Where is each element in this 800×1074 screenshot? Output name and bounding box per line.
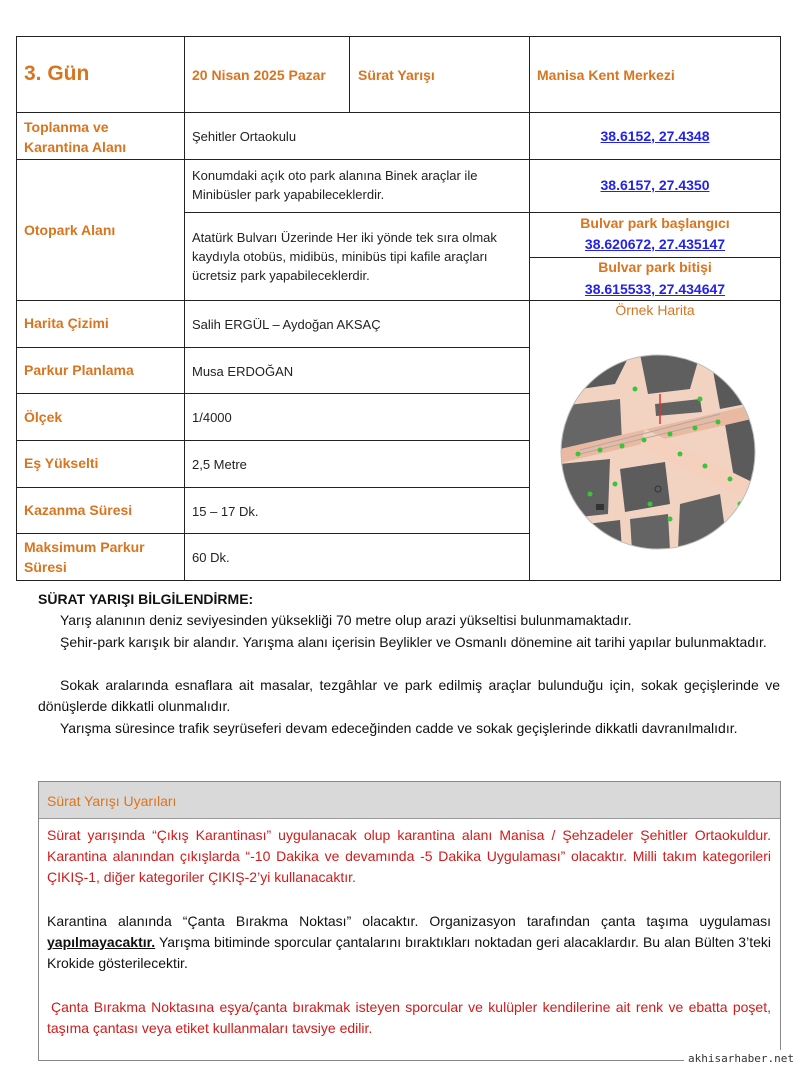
bulvar-start-label: Bulvar park başlangıcı <box>580 215 730 231</box>
row-label-parkur: Parkur Planlama <box>24 362 134 378</box>
info-title: SÜRAT YARIŞI BİLGİLENDİRME: <box>38 591 254 607</box>
parkur-value: Musa ERDOĞAN <box>192 364 294 379</box>
warnings-header <box>39 782 780 819</box>
warnings-paragraph-1: Sürat yarışında “Çıkış Karantinası” uygulanacak olup karantina alanı Manisa / Şehzadeler Şehitler Ortaokuldur. Karantina alanından çıkışlarda “-10 Dakika ve devamında -5 Dakika Uygulaması” olacaktır. Milli takım kategorileri ÇIKIŞ-1, diğer kategoriler ÇIKIŞ-2’yi kullanacaktır. <box>47 827 771 885</box>
warnings-paragraph-2-rest: Yarışma bitiminde sporcular çantalarını bıraktıkları noktadan geri alacaklardır. Bu alan Bülten 3’teki Krokide gösterilecektir. <box>47 934 771 971</box>
date-label: 20 Nisan 2025 Pazar <box>192 67 326 83</box>
info-paragraph-4: Yarışma süresince trafik seyrüseferi devam edeceğinden cadde ve sokak geçişlerinde dikkatli davranılmalıdır. <box>60 720 738 736</box>
warnings-paragraph-2 <box>47 911 771 974</box>
info-paragraph-2: Şehir-park karışık bir alandır. Yarışma alanı içerisin Beylikler ve Osmanlı dönemine ait tarihi yapılar bulunmaktadır. <box>60 634 767 650</box>
warnings-paragraph-2-text: Karantina alanında “Çanta Bırakma Noktası” olacaktır. Organizasyon tarafından çanta taşıma uygulaması <box>47 913 771 929</box>
warnings-panel <box>38 781 781 1061</box>
row-label-harita: Harita Çizimi <box>24 315 109 331</box>
row-label-otopark: Otopark Alanı <box>24 222 116 238</box>
row-label-toplanma: Toplanma ve Karantina Alanı <box>24 119 127 155</box>
toplanma-coordinate-link[interactable]: 38.6152, 27.4348 <box>600 128 710 144</box>
harita-value: Salih ERGÜL – Aydoğan AKSAÇ <box>192 317 381 332</box>
bulvar-end-coordinate-link[interactable]: 38.615533, 27.434647 <box>584 281 726 297</box>
esyukselti-value: 2,5 Metre <box>192 457 247 472</box>
warnings-paragraph-3: Çanta Bırakma Noktasına eşya/çanta bırakmak isteyen sporcular ve kulüpler kendilerine ait renk ve ebatta poşet, taşıma çantası veya etiket kullanmaları tavsiye edilir. <box>47 999 771 1036</box>
kazanma-value: 15 – 17 Dk. <box>192 504 259 519</box>
info-paragraph-3: Sokak aralarında esnaflara ait masalar, tezgâhlar ve park edilmiş araçlar bulunduğu için, sokak geçişlerinde ve dönüşlerde dikkatli olunmalıdır. <box>38 677 780 714</box>
olcek-value: 1/4000 <box>192 410 232 425</box>
info-paragraph-1: Yarış alanının deniz seviyesinden yüksekliği 70 metre olup arazi yükseltisi bulunmamaktadır. <box>60 612 632 628</box>
otopark-coordinate-link[interactable]: 38.6157, 27.4350 <box>600 177 710 193</box>
row-label-olcek: Ölçek <box>24 409 63 425</box>
watermark: akhisarhaber.net <box>684 1050 800 1068</box>
toplanma-value: Şehitler Ortaokulu <box>192 129 297 144</box>
warnings-emphasis: yapılmayacaktır. <box>47 934 156 950</box>
otopark-value-2: Atatürk Bulvarı Üzerinde Her iki yönde tek sıra olmak kaydıyla otobüs, midibüs, minibüs tipi kafile araçları ücretsiz park yapabileceklerdir. <box>192 230 497 283</box>
row-label-esyukselti: Eş Yükselti <box>24 455 99 471</box>
sample-map-label: Örnek Harita <box>615 302 695 318</box>
race-type-label: Sürat Yarışı <box>358 67 435 83</box>
row-label-maksimum: Maksimum Parkur Süresi <box>24 539 145 575</box>
warnings-title: Sürat Yarışı Uyarıları <box>47 793 177 809</box>
sample-map-image <box>560 354 756 550</box>
day-label: 3. Gün <box>24 62 90 85</box>
bulvar-start-coordinate-link[interactable]: 38.620672, 27.435147 <box>584 236 726 252</box>
otopark-value-1: Konumdaki açık oto park alanına Binek araçlar ile Minibüsler park yapabileceklerdir. <box>192 168 478 202</box>
bulvar-end-label: Bulvar park bitişi <box>598 259 712 275</box>
row-label-kazanma: Kazanma Süresi <box>24 502 133 518</box>
location-label: Manisa Kent Merkezi <box>537 67 675 83</box>
maksimum-value: 60 Dk. <box>192 550 230 565</box>
